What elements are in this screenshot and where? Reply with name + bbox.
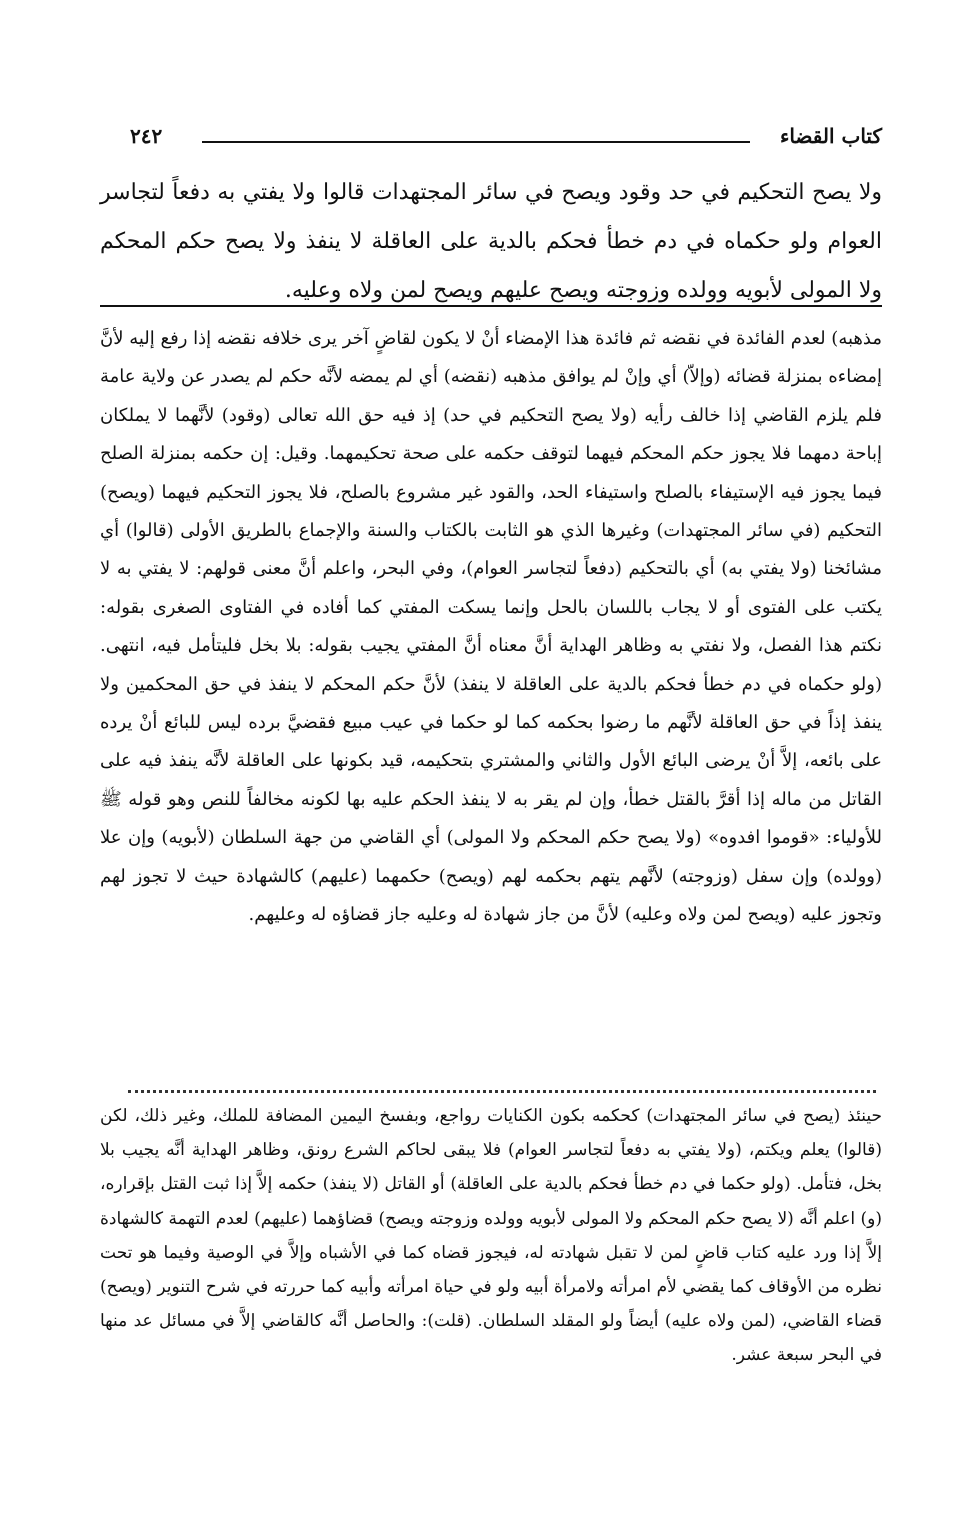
footnote-divider <box>128 1090 876 1093</box>
header-rule <box>202 141 750 143</box>
marginal-note-text: حينئذ (يصح في سائر المجتهدات) كحكمه بكون الكنايات رواجع، وبفسخ اليمين المضافة للملك، وغير ذلك، لكن (قالوا) يعلم ويكتم، (ولا يفتي به دفعاً لتجاسر العوام) فلا يبقى لحاكم الشرع رونق، وظاهر الهداية أنَّه يجيب بلا بخل، فتأمل. (ولو حكما في دم خطأ فحكم بالدية على العاقلة) أو القاتل (لا ينفذ) حكمه إلاَّ إذا ثبت القتل بإقراره، (و) اعلم أنَّه (لا يصح حكم المحكم ولا المولى لأبويه وولده وزوجته ويصح) قضاؤهما (عليهم) لعدم التهمة كالشهادة إلاَّ إذا ورد عليه كتاب قاضٍ لمن لا تقبل شهادته له، فيجوز قضاه كما في الأشباه وإلاَّ في الوصية وفيما هو تحت نظره من الأوقاف كما يقضي لأم امرأته ولامرأة أبيه ولو في حياة امرأته وأبيه كما حررته في شرح التنوير (ويصح) قضاء القاضي، (لمن ولاه عليه) أيضاً ولو المقلد السلطان. (قلت): والحاصل أنَّه كالقاضي إلاَّ في مسائل عد منها في البحر سبعة عشر. <box>100 1106 882 1366</box>
page-header <box>130 124 882 154</box>
main-text-divider <box>100 305 882 307</box>
page-number: ٢٤٢ <box>130 124 163 148</box>
main-text: ولا يصح التحكيم في حد وقود ويصح في سائر المجتهدات قالوا ولا يفتي به دفعاً لتجاسر العوام ولو حكماه في دم خطأ فحكم بالدية على العاقلة لا ينفذ ولا يصح حكم المحكم ولا المولى لأبويه وولده وزوجته ويصح عليهم ويصح لمن ولاه وعليه. <box>100 180 882 303</box>
commentary-text: مذهبه) لعدم الفائدة في نقضه ثم فائدة هذا الإمضاء أنْ لا يكون لقاضٍ آخر يرى خلافه نقضه إذا رفع إليه لأنَّ إمضاءه بمنزلة قضائه (وإلاّ) أي وإنْ لم يوافق مذهبه (نقضه) أي لم يمضه لأنَّه حكم لم يصدر عن ولاية عامة فلم يلزم القاضي إذا خالف رأيه (ولا يصح التحكيم في حد) إذ فيه حق الله تعالى (وقود) لأنَّهما لا يملكان إباحة دمهما فلا يجوز حكم المحكم فيهما لتوقف حكمه على صحة تحكيمهما. وقيل: إن حكمه بمنزلة الصلح فيما يجوز فيه الإستيفاء بالصلح واستيفاء الحد، والقود غير مشروع بالصلح، فلا يجوز التحكيم فيهما (ويصح) التحكيم (في سائر المجتهدات) وغيرها الذي هو الثابت بالكتاب والسنة والإجماع بالطريق الأولى (قالوا) أي مشائخنا (ولا يفتي به) أي بالتحكيم (دفعاً لتجاسر العوام)، وفي البحر، واعلم أنَّ معنى قولهم: لا يفتي به لا يكتب على الفتوى أو لا يجاب باللسان بالحل وإنما يسكت المفتي كما أفاده في الفتاوى الصغرى بقوله: نكتم هذا الفصل، ولا نفتي به وظاهر الهداية أنَّ معناه أنَّ المفتي يجيب بقوله: بلا بخل فليتأمل فيه، انتهى. (ولو حكماه في دم خطأ فحكم بالدية على العاقلة لا ينفذ) لأنَّ حكم المحكم لا ينفذ في حق المحكمين ولا ينفذ إذاً في حق العاقلة لأنَّهم ما رضوا بحكمه كما لو حكما في عيب مبيع فقضيَّ برده ليس للبائع أنْ يرده على بائعه، إلاَّ أنْ يرضى البائع الأول والثاني والمشتري بتحكيمه، قيد بكونها على العاقلة لأنَّه ينفذ فيه على القاتل من ماله إذا أقرَّ بالقتل خطأ، وإن لم يقر به لا ينفذ الحكم عليه بها لكونه مخالفاً للنص وهو قوله ﷺ للأولياء: «قوموا افدوه» (ولا يصح حكم المحكم ولا المولى) أي القاضي من جهة السلطان (لأبويه) وإن علا (وولده) وإن سفل (وزوجته) لأنَّهم يتهم بحكمه لهم (ويصح) حكمهما (عليهم) كالشهادة حيث لا تجوز لهم وتجوز عليه (ويصح لمن ولاه وعليه) لأنَّ من جاز شهادة له وعليه جاز قضاؤه له وعليهم. <box>100 328 882 926</box>
chapter-title: كتاب القضاء <box>779 124 882 148</box>
